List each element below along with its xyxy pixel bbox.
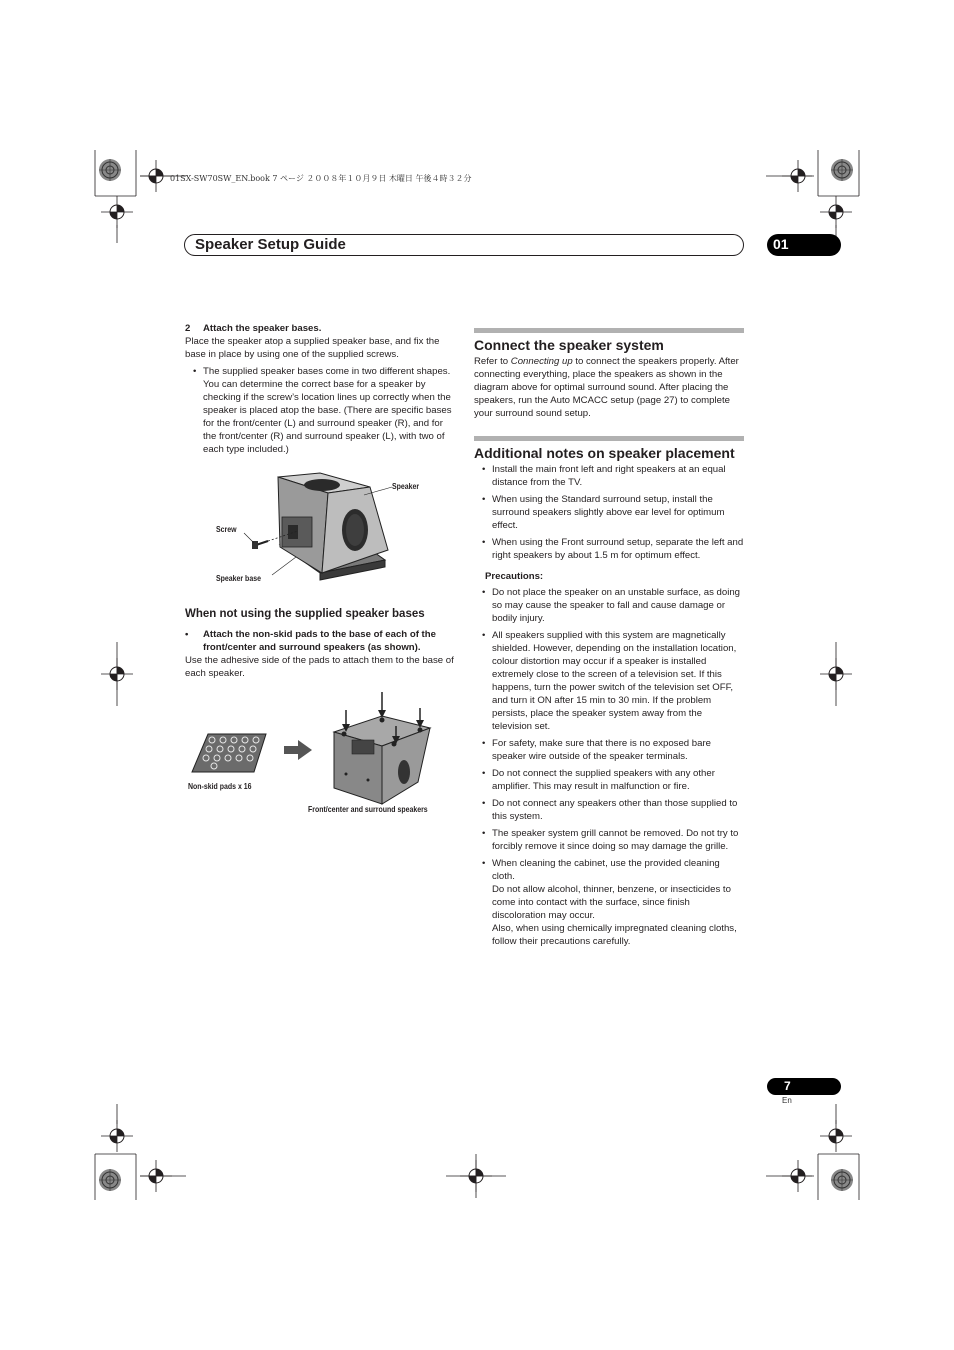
notes-heading: Additional notes on speaker placement [474, 445, 735, 461]
step-bullet: • The supplied speaker bases come in two different shapes. You can determine the correct base for a speaker by checking if the screw’s location lines up correctly when the speaker is placed atop the base. (There are specific bases for the front/center (L) and surround speaker (R), and for the front/center (R) and surround speaker (L), with two of each type included.) [185, 365, 455, 456]
no-base-text: Use the adhesive side of the pads to attach them to the base of each speaker. [185, 655, 454, 679]
list-item: • When using the Front surround setup, separate the left and right speakers by about 1.5 m for optimum effect. [474, 536, 744, 562]
connect-text [474, 355, 744, 420]
speakers-label: Front/center and surround speakers [308, 804, 428, 814]
cleaning-text-1: • When cleaning the cabinet, use the provided cleaning cloth. [492, 858, 720, 882]
page-number: 7 [784, 1079, 791, 1093]
speaker-base-label: Speaker base [216, 573, 261, 583]
speaker-label: Speaker [392, 481, 420, 491]
non-skid-pads-figure [186, 688, 458, 813]
list-item: • Do not place the speaker on an unstable surface, as doing so may cause the speaker to fall and cause damage or bodily injury. [474, 586, 744, 625]
list-item: • Do not connect the supplied speakers with any other amplifier. This may result in malfunction or fire. [474, 767, 744, 793]
chapter-number: 01 [773, 236, 789, 252]
list-item: • When using the Standard surround setup, install the surround speakers slightly above ear level for optimum effect. [474, 493, 744, 532]
list-item: • The speaker system grill cannot be removed. Do not try to forcibly remove it since doing so may damage the grille. [474, 827, 744, 853]
left-column [185, 322, 455, 460]
precautions-list [474, 586, 744, 948]
connect-text-2: to connect the speakers properly. After connecting everything, place the speakers as shown in the diagram above for optimal surround sound. After placing the speakers, run the Auto MCACC setup (page 27) to complete your surround sound setup. [474, 356, 739, 419]
page-header [184, 234, 744, 256]
no-base-heading: When not using the supplied speaker bases [185, 608, 425, 620]
step-text: Place the speaker atop a supplied speaker base, and fix the base in place by using one of the supplied screws. [185, 336, 440, 360]
notes-list [474, 463, 744, 562]
no-base-instruction: • Attach the non-skid pads to the base of each of the front/center and surround speakers (as shown). [185, 628, 455, 654]
step-title: Attach the speaker bases. [203, 323, 322, 334]
list-item: • Install the main front left and right speakers at an equal distance from the TV. [474, 463, 744, 489]
chapter-badge [767, 234, 841, 256]
page-title: Speaker Setup Guide [195, 236, 346, 253]
cleaning-text-3: Also, when using chemically impregnated cleaning cloths, follow their precautions carefully. [492, 923, 737, 947]
step-heading [185, 322, 455, 335]
section-rule [474, 328, 744, 333]
pads-label: Non-skid pads x 16 [188, 781, 252, 791]
speaker-base-figure [210, 465, 460, 590]
connect-link-text: Connecting up [510, 356, 573, 367]
list-item: • All speakers supplied with this system are magnetically shielded. However, depending on the installation location, colour distortion may occur if a speaker is installed extremely close to the screen of a television set. If this happens, turn the power switch of the television set OFF, and turn it ON after 15 min to 30 min. If the problem persists, place the speaker system away from the television set. [474, 629, 744, 733]
step-number: 2 [185, 323, 191, 334]
speaker-base-illustration [210, 465, 460, 590]
screw-label: Screw [216, 524, 237, 534]
cleaning-text-2: Do not allow alcohol, thinner, benzene, or insecticides to come into contact with the surface, since finish discoloration may occur. [492, 884, 731, 921]
list-item: • Do not connect any speakers other than those supplied to this system. [474, 797, 744, 823]
print-slug: 01SX-SW70SW_EN.book 7 ページ ２００８年１０月９日 木曜日 午後４時３２分 [170, 174, 472, 183]
section-rule [474, 436, 744, 441]
no-base-section [185, 607, 455, 680]
list-item: • For safety, make sure that there is no exposed bare speaker wire outside of the speaker terminals. [474, 737, 744, 763]
right-column [474, 328, 744, 952]
list-item [474, 857, 744, 948]
non-skid-pads-illustration [186, 688, 458, 813]
connect-text-1: Refer to [474, 356, 511, 367]
page-number-badge [767, 1078, 841, 1095]
precautions-heading: Precautions: [485, 571, 544, 582]
language-code: En [782, 1096, 792, 1105]
connect-heading: Connect the speaker system [474, 337, 664, 353]
